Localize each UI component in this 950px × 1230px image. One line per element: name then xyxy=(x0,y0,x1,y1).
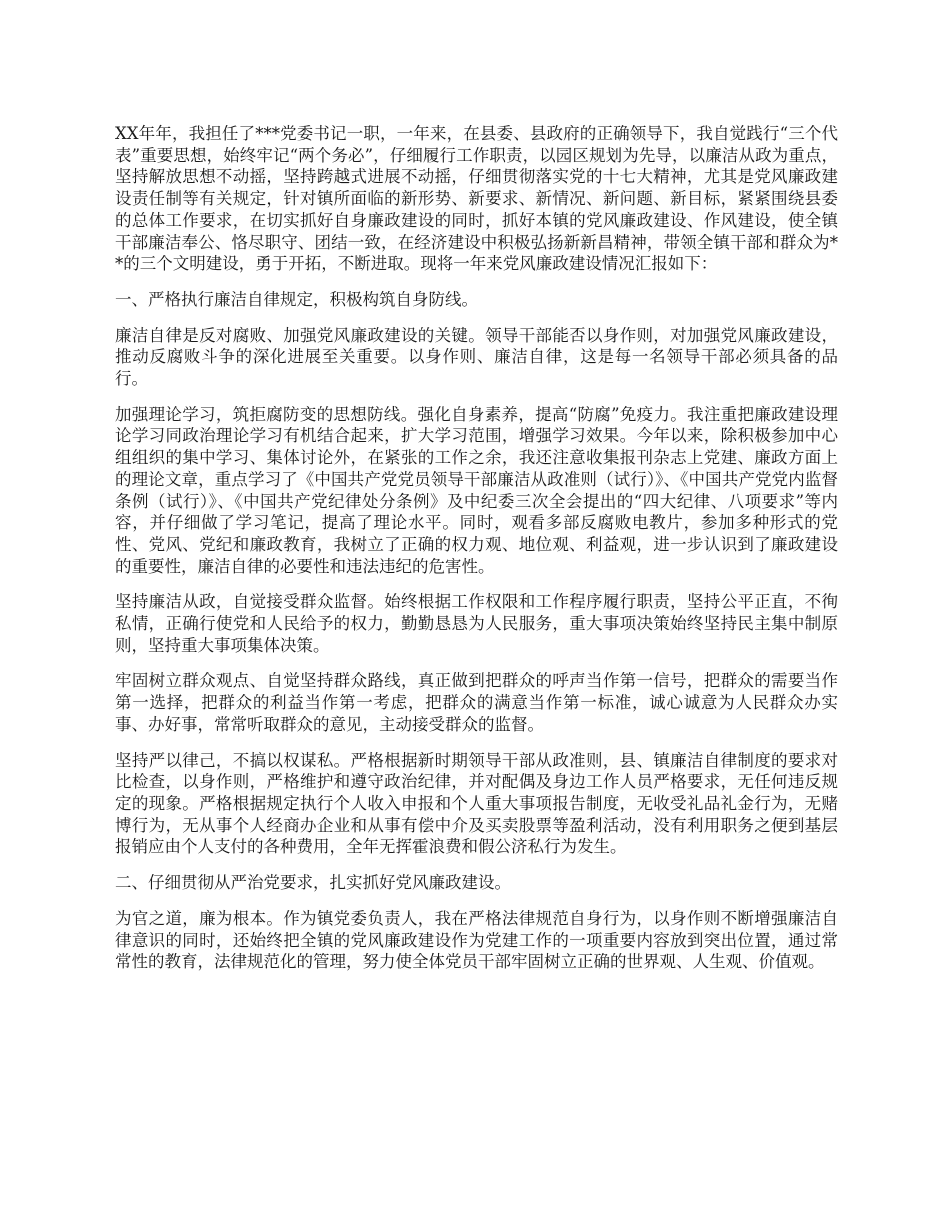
section-heading-1: 一、严格执行廉洁自律规定，积极构筑自身防线。 xyxy=(115,289,478,309)
body-paragraph: 坚持廉洁从政，自觉接受群众监督。始终根据工作权限和工作程序履行职责，坚持公平正直，不徇私情，正确行使党和人民给予的权力，勤勤恳恳为人民服务，重大事项决策始终坚持民主集中制原则，坚持重大事项集体决策。 xyxy=(115,592,838,655)
document-body xyxy=(115,123,838,987)
intro-paragraph: XX年年，我担任了***党委书记一职，一年来，在县委、县政府的正确领导下，我自觉践行“三个代表”重要思想，始终牢记“两个务必”，仔细履行工作职责，以园区规划为先导，以廉洁从政为重点，坚持解放思想不动摇，坚持跨越式进展不动摇，仔细贯彻落实党的十七大精神，尤其是党风廉政建设责任制等有关规定，针对镇所面临的新形势、新要求、新情况、新问题、新目标，紧紧围绕县委的总体工作要求，在切实抓好自身廉政建设的同时，抓好本镇的党风廉政建设、作风建设，使全镇干部廉洁奉公、恪尽职守、团结一致，在经济建设中积极弘扬新新昌精神，带领全镇干部和群众为**的三个文明建设，勇于开拓，不断进取。现将一年来党风廉政建设情况汇报如下： xyxy=(115,124,838,274)
body-paragraph: 为官之道，廉为根本。作为镇党委负责人，我在严格法律规范自身行为，以身作则不断增强廉洁自律意识的同时，还始终把全镇的党风廉政建设作为党建工作的一项重要内容放到突出位置，通过常常性的教育，法律规范化的管理，努力使全体党员干部牢固树立正确的世界观、人生观、价值观。 xyxy=(115,908,838,972)
body-paragraph: 坚持严以律己，不搞以权谋私。严格根据新时期领导干部从政准则，县、镇廉洁自律制度的要求对比检查，以身作则，严格维护和遵守政治纪律，并对配偶及身边工作人员严格要求，无任何违反规定的现象。严格根据规定执行个人收入申报和个人重大事项报告制度，无收受礼品礼金行为，无赌博行为，无从事个人经商办企业和从事有偿中介及买卖股票等盈利活动，没有利用职务之便到基层报销应由个人支付的各种费用，全年无挥霍浪费和假公济私行为发生。 xyxy=(115,750,838,857)
body-paragraph: 加强理论学习，筑拒腐防变的思想防线。强化自身素养，提高“防腐”免疫力。我注重把廉政建设理论学习同政治理论学习有机结合起来，扩大学习范围，增强学习效果。今年以来，除积极参加中心组组织的集中学习、集体讨论外，在紧张的工作之余，我还注意收集报刊杂志上党建、廉政方面上的理论文章，重点学习了《中国共产党党员领导干部廉洁从政准则（试行）》、《中国共产党党内监督条例（试行）》、《中国共产党纪律处分条例》及中纪委三次全会提出的“四大纪律、八项要求”等内容，并仔细做了学习笔记，提高了理论水平。同时，观看多部反腐败电教片，参加多种形式的党性、党风、党纪和廉政教育，我树立了正确的权力观、地位观、利益观，进一步认识到了廉政建设的重要性，廉洁自律的必要性和违法违纪的危害性。 xyxy=(115,404,838,576)
body-paragraph: 牢固树立群众观点、自觉坚持群众路线，真正做到把群众的呼声当作第一信号，把群众的需要当作第一选择，把群众的利益当作第一考虑，把群众的满意当作第一标准，诚心诚意为人民群众办实事、办好事，常常听取群众的意见，主动接受群众的监督。 xyxy=(115,671,838,734)
section-heading-2: 二、仔细贯彻从严治党要求，扎实抓好党风廉政建设。 xyxy=(115,873,511,893)
body-paragraph: 廉洁自律是反对腐败、加强党风廉政建设的关键。领导干部能否以身作则，对加强党风廉政建设，推动反腐败斗争的深化进展至关重要。以身作则、廉洁自律，这是每一名领导干部必须具备的品行。 xyxy=(115,325,838,389)
